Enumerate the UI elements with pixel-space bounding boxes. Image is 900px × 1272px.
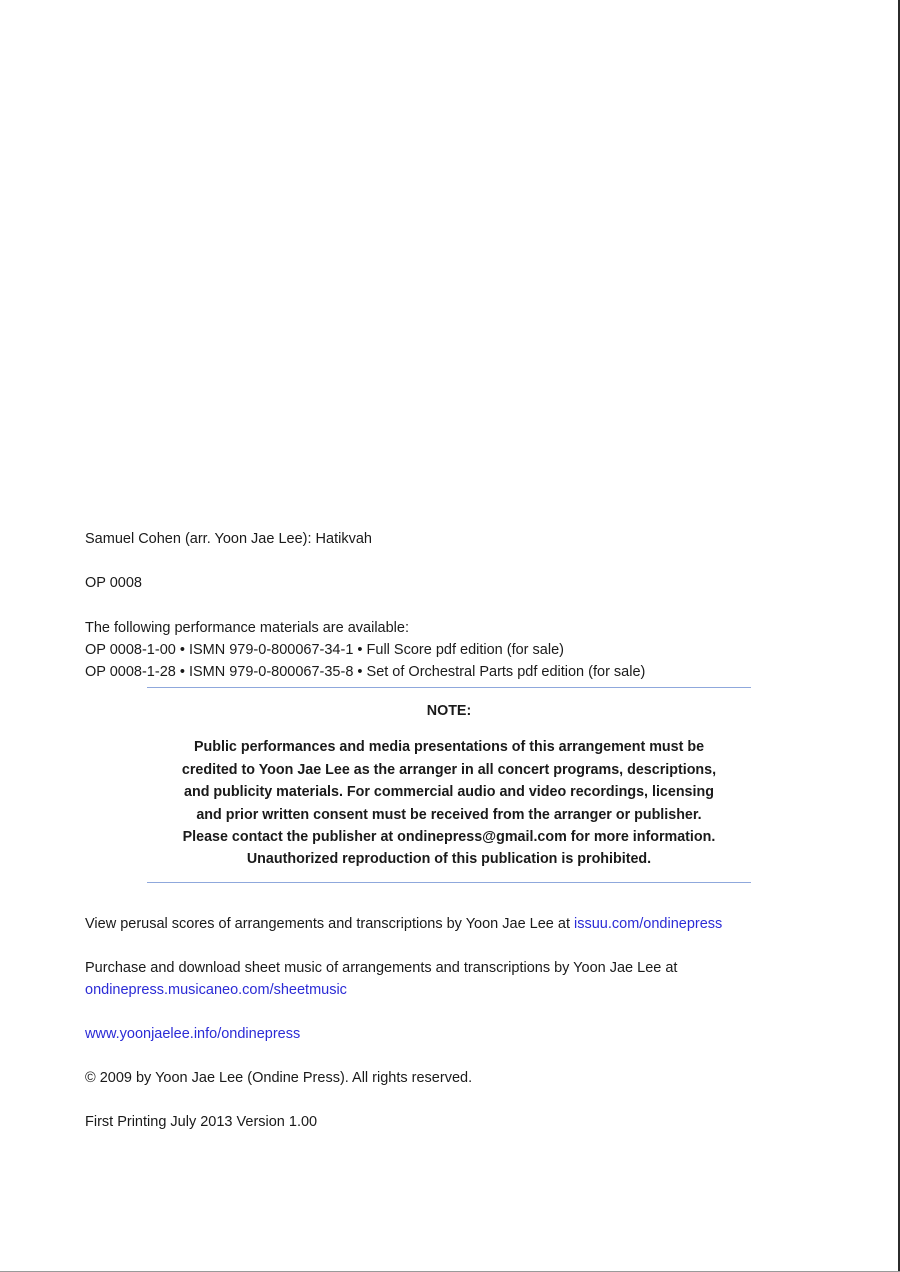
work-title: Samuel Cohen (arr. Yoon Jae Lee): Hatikvah bbox=[85, 531, 372, 547]
note-line: and publicity materials. For commercial audio and video recordings, licensing bbox=[184, 784, 714, 801]
note-box bbox=[147, 687, 751, 883]
materials-item-score: OP 0008-1-00 • ISMN 979-0-800067-34-1 • Full Score pdf edition (for sale) bbox=[85, 642, 564, 658]
musicaneo-link[interactable]: ondinepress.musicaneo.com/sheetmusic bbox=[85, 981, 347, 998]
note-line: Please contact the publisher at ondinepress@gmail.com for more information. bbox=[182, 829, 716, 846]
purchase-text: Purchase and download sheet music of arrangements and transcriptions by Yoon Jae Lee at bbox=[85, 959, 678, 976]
note-line: credited to Yoon Jae Lee as the arranger in all concert programs, descriptions, bbox=[181, 761, 717, 778]
perusal-text: View perusal scores of arrangements and transcriptions by Yoon Jae Lee at bbox=[85, 915, 574, 932]
note-line: Public performances and media presentations of this arrangement must be bbox=[193, 739, 705, 756]
materials-item-parts: OP 0008-1-28 • ISMN 979-0-800067-35-8 • Set of Orchestral Parts pdf edition (for sale) bbox=[85, 664, 646, 680]
note-line: and prior written consent must be received from the arranger or publisher. bbox=[196, 806, 702, 823]
printing-info: First Printing July 2013 Version 1.00 bbox=[85, 1113, 318, 1130]
catalog-number: OP 0008 bbox=[85, 575, 142, 591]
note-title: NOTE: bbox=[426, 703, 472, 719]
website-link[interactable]: www.yoonjaelee.info/ondinepress bbox=[85, 1025, 301, 1042]
materials-section bbox=[85, 617, 845, 683]
note-body bbox=[147, 688, 751, 882]
perusal-line bbox=[85, 913, 845, 935]
materials-intro: The following performance materials are available: bbox=[85, 620, 409, 636]
colophon bbox=[85, 528, 845, 1133]
note-line: Unauthorized reproduction of this publication is prohibited. bbox=[246, 851, 652, 868]
copyright-notice: © 2009 by Yoon Jae Lee (Ondine Press). All rights reserved. bbox=[85, 1069, 473, 1086]
issuu-link[interactable]: issuu.com/ondinepress bbox=[574, 915, 723, 932]
